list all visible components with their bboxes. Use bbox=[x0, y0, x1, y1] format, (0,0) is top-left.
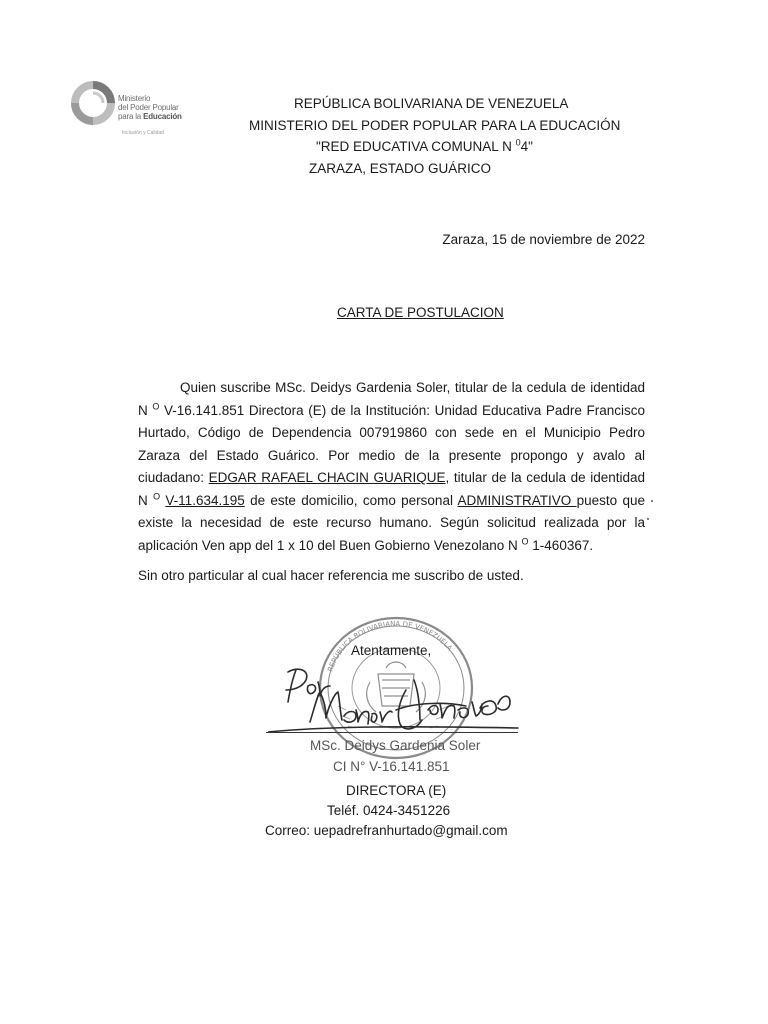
header-line-4: ZARAZA, ESTADO GUÁRICO bbox=[309, 160, 492, 176]
signer-name: MSc. Deidys Gardenia Soler bbox=[310, 738, 481, 753]
logo-line-3b: Educación bbox=[143, 112, 182, 121]
closing-line: Sin otro particular al cual hacer referencia me suscribo de usted. bbox=[138, 568, 524, 583]
signer-email: Correo: uepadrefranhurtado@gmail.com bbox=[265, 823, 508, 838]
logo-line-2: del Poder Popular bbox=[118, 103, 179, 112]
candidate-position: ADMINISTRATIVO bbox=[457, 492, 577, 508]
header-line-2: MINISTERIO DEL PODER POPULAR PARA LA EDUCACIÓN bbox=[249, 117, 621, 133]
candidate-id: V-11.634.195 bbox=[165, 492, 245, 508]
body-text-7: 1-460367. bbox=[528, 537, 594, 553]
sign-off: Atentamente, bbox=[351, 643, 432, 658]
signer-ci: CI N° V-16.141.851 bbox=[333, 759, 450, 774]
logo-line-1: Ministerio bbox=[118, 94, 151, 103]
margin-mark bbox=[651, 500, 653, 502]
header-line-3-sup: 0 bbox=[515, 137, 521, 148]
superscript-3: O bbox=[521, 536, 529, 546]
body-text-1: Quien suscribe MSc. Deidys Gardenia Soler, titular de la cedula de identidad N bbox=[138, 380, 645, 418]
letterhead bbox=[0, 93, 768, 179]
header-line-3 bbox=[316, 136, 768, 158]
letter-body bbox=[138, 377, 645, 557]
logo-line-3a: para la bbox=[118, 112, 144, 121]
signature-line bbox=[266, 732, 518, 733]
body-text-6: puesto que existe la necesidad de este recurso humano. Según solicitud realizada por la aplicación Ven app del 1 x 10 del Buen Gobierno Venezolano N bbox=[138, 492, 645, 553]
header-line-3-pre: "RED EDUCATIVA COMUNAL N bbox=[316, 139, 516, 154]
header-line-3-post: 4" bbox=[520, 139, 533, 154]
margin-mark bbox=[647, 518, 649, 520]
letter-date: Zaraza, 15 de noviembre de 2022 bbox=[442, 232, 645, 247]
superscript-2: O bbox=[153, 491, 161, 501]
signature-block bbox=[0, 735, 768, 840]
body-text-3: , titular de la cedula de identidad N bbox=[138, 470, 646, 508]
signer-role: DIRECTORA (E) bbox=[346, 783, 447, 798]
superscript-1: O bbox=[152, 401, 160, 411]
body-text-2: V-16.141.851 Directora (E) de la Institución: Unidad Educativa Padre Francisco Hurtado, Código de Dependencia 007919860 con sede en el Municipio Pedro Zaraza del Estado Guárico. Por medio de la presente propongo y avalo al ciudadano: bbox=[138, 402, 645, 485]
signer-phone: Teléf. 0424-3451226 bbox=[327, 803, 451, 818]
stamp-text: REPÚBLICA BOLIVARIANA DE VENEZUELA bbox=[326, 619, 454, 673]
letter-title: CARTA DE POSTULACION bbox=[337, 305, 504, 320]
body-text-5: de este domicilio, como personal bbox=[244, 492, 458, 508]
logo-subtitle: Inclusión y Calidad bbox=[122, 130, 164, 136]
header-line-1: REPÚBLICA BOLIVARIANA DE VENEZUELA bbox=[294, 96, 569, 111]
candidate-name: EDGAR RAFAEL CHACIN GUARIQUE bbox=[208, 470, 446, 485]
